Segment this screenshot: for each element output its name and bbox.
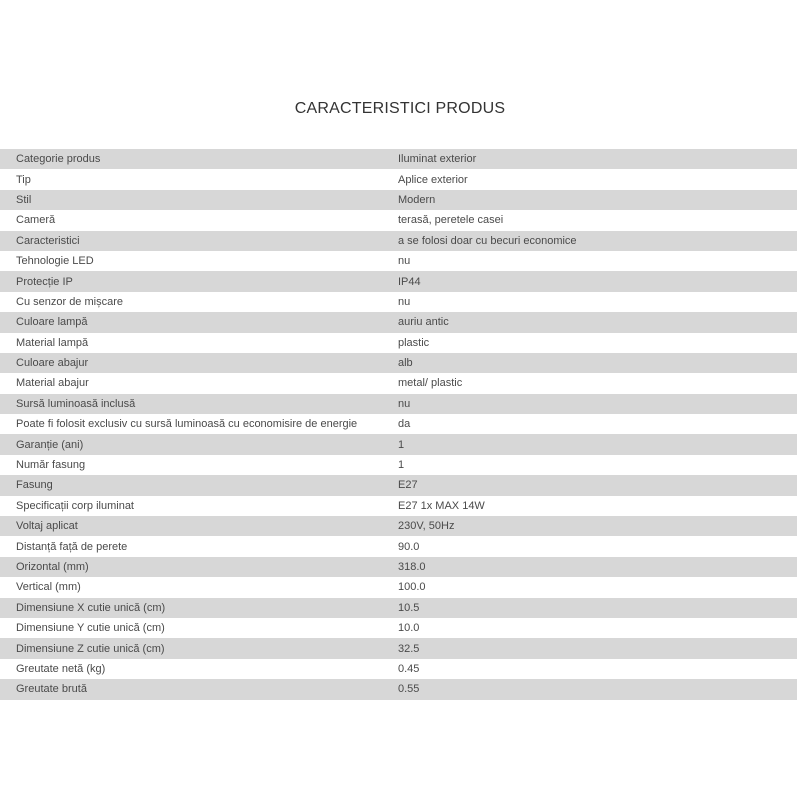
spec-label: Fasung	[0, 475, 398, 495]
spec-label: Culoare lampă	[0, 312, 398, 332]
table-row	[0, 190, 797, 210]
spec-value: 90.0	[398, 536, 797, 556]
spec-value: IP44	[398, 271, 797, 291]
table-row	[0, 231, 797, 251]
spec-label: Vertical (mm)	[0, 577, 398, 597]
table-row	[0, 577, 797, 597]
spec-label: Dimensiune Y cutie unică (cm)	[0, 618, 398, 638]
spec-label: Sursă luminoasă inclusă	[0, 394, 398, 414]
spec-value: 10.0	[398, 618, 797, 638]
table-row	[0, 618, 797, 638]
spec-value: Modern	[398, 190, 797, 210]
table-row	[0, 475, 797, 495]
spec-value: Iluminat exterior	[398, 149, 797, 169]
table-row	[0, 414, 797, 434]
spec-label: Categorie produs	[0, 149, 398, 169]
specifications-body	[0, 149, 797, 700]
table-row	[0, 394, 797, 414]
spec-value: nu	[398, 292, 797, 312]
table-row	[0, 353, 797, 373]
spec-value: 32.5	[398, 638, 797, 658]
spec-value: 100.0	[398, 577, 797, 597]
spec-value: metal/ plastic	[398, 373, 797, 393]
spec-value: E27	[398, 475, 797, 495]
spec-label: Dimensiune Z cutie unică (cm)	[0, 638, 398, 658]
spec-label: Tip	[0, 169, 398, 189]
spec-value: terasă, peretele casei	[398, 210, 797, 230]
page-title: CARACTERISTICI PRODUS	[294, 100, 506, 117]
spec-value: 0.45	[398, 659, 797, 679]
table-row	[0, 496, 797, 516]
spec-label: Dimensiune X cutie unică (cm)	[0, 598, 398, 618]
spec-value: 1	[398, 434, 797, 454]
spec-label: Caracteristici	[0, 231, 398, 251]
spec-label: Material abajur	[0, 373, 398, 393]
table-row	[0, 679, 797, 699]
table-row	[0, 638, 797, 658]
spec-label: Voltaj aplicat	[0, 516, 398, 536]
spec-label: Tehnologie LED	[0, 251, 398, 271]
table-row	[0, 149, 797, 169]
table-row	[0, 333, 797, 353]
spec-value: alb	[398, 353, 797, 373]
table-row	[0, 373, 797, 393]
spec-label: Specificații corp iluminat	[0, 496, 398, 516]
table-row	[0, 455, 797, 475]
spec-value: E27 1x MAX 14W	[398, 496, 797, 516]
spec-value: Aplice exterior	[398, 169, 797, 189]
spec-label: Culoare abajur	[0, 353, 398, 373]
spec-label: Orizontal (mm)	[0, 557, 398, 577]
table-row	[0, 557, 797, 577]
table-row	[0, 516, 797, 536]
spec-value: a se folosi doar cu becuri economice	[398, 231, 797, 251]
table-row	[0, 210, 797, 230]
spec-value: auriu antic	[398, 312, 797, 332]
table-row	[0, 659, 797, 679]
spec-label: Cu senzor de mișcare	[0, 292, 398, 312]
spec-value: 1	[398, 455, 797, 475]
spec-value: 230V, 50Hz	[398, 516, 797, 536]
spec-value: 318.0	[398, 557, 797, 577]
spec-label: Protecție IP	[0, 271, 398, 291]
spec-label: Garanție (ani)	[0, 434, 398, 454]
spec-label: Poate fi folosit exclusiv cu sursă luminoasă cu economisire de energie	[0, 414, 398, 434]
spec-value: plastic	[398, 333, 797, 353]
spec-label: Cameră	[0, 210, 398, 230]
table-row	[0, 598, 797, 618]
spec-label: Greutate brută	[0, 679, 398, 699]
spec-label: Număr fasung	[0, 455, 398, 475]
table-row	[0, 169, 797, 189]
spec-value: nu	[398, 251, 797, 271]
table-row	[0, 434, 797, 454]
spec-value: da	[398, 414, 797, 434]
table-row	[0, 251, 797, 271]
table-row	[0, 271, 797, 291]
specifications-table	[0, 149, 797, 700]
spec-value: nu	[398, 394, 797, 414]
table-row	[0, 292, 797, 312]
spec-label: Stil	[0, 190, 398, 210]
table-row	[0, 312, 797, 332]
table-row	[0, 536, 797, 556]
spec-value: 10.5	[398, 598, 797, 618]
spec-value: 0.55	[398, 679, 797, 699]
spec-label: Greutate netă (kg)	[0, 659, 398, 679]
spec-label: Material lampă	[0, 333, 398, 353]
spec-label: Distanță față de perete	[0, 536, 398, 556]
